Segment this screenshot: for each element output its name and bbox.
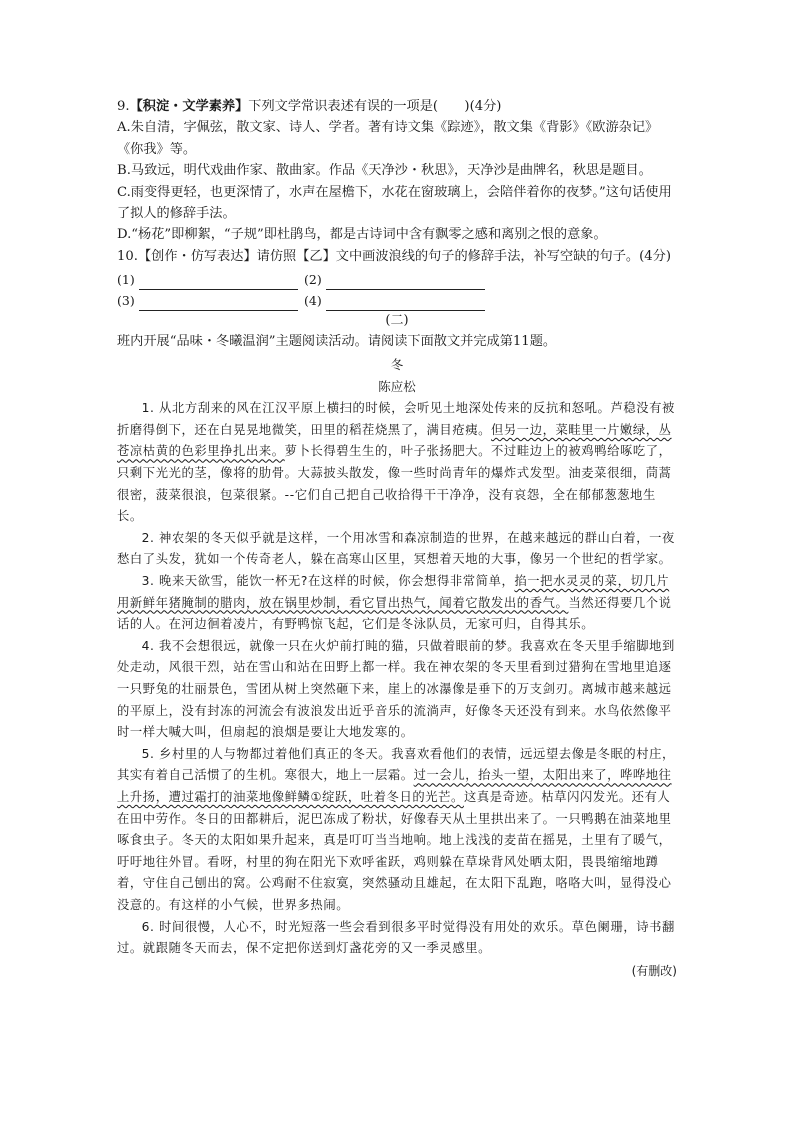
paragraph-text: 当然还得要几个说话的人。在河边徊着凌片，有野鸭惊飞起，它们是冬泳队员，无家可归，自得其乐。 <box>117 595 672 632</box>
answer-blanks <box>117 269 677 311</box>
blank-line-4[interactable] <box>326 295 485 311</box>
question-9-option-b: B.马致远，明代戏曲作家、散曲家。作品《天净沙・秋思》，天净沙是曲牌名，秋思是题目。 <box>117 163 652 179</box>
question-10-stem <box>117 246 677 267</box>
question-9-text: 下列文学常识表述有误的一项是( )(4分) <box>248 99 502 114</box>
blank-line-2[interactable] <box>326 274 485 290</box>
blank-line-3[interactable] <box>139 295 298 311</box>
paragraph-number: 3. <box>141 574 155 588</box>
paragraph-text: 萝卜长得碧生生的，叶子张扬肥大。不过畦边上的被鸡鸭给啄吃了，只剩下光光的茎，像将的肋骨。大蒜披头散发，像一些时尚青年的爆炸式发型。油麦菜很细，茼蒿很密，菠菜很浪，包菜很紧。--它们自己把自己收拾得干干净净，没有哀怨，全在郁郁葱葱地生长。 <box>117 444 672 524</box>
question-9-option-d: D.“杨花”即柳絮，“子规”即杜鹃鸟，都是古诗词中含有飘零之感和离别之恨的意象。 <box>117 227 607 243</box>
question-10-number: 10. <box>117 248 138 264</box>
paragraph-text: 从北方刮来的风在江汉平原上横扫的时候，会听见土地深处传来的反抗和怒吼。芦稳没有被折磨得倒下，还在白晃晃地微笑，田里的稻茬烧黑了，满目疮痍。 <box>117 401 675 437</box>
paragraph-number: 2. <box>141 530 155 545</box>
essay-paragraph-5 <box>117 744 677 917</box>
paragraph-text: 神农架的冬天似乎就是这样，一个用冰雪和森凉制造的世界，在越来越远的群山白着，一夜愁白了头发，犹如一个传奇老人，躲在高寒山区里，冥想着天地的大事，像另一个世纪的哲学家。 <box>117 530 675 567</box>
paragraph-text: 这真是奇迹。枯草闪闪发光。还有人在田中劳作。冬日的田都耕后，泥巴冻成了粉状，好像春天从土里拱出来了。一只鸭鹅在油菜地里啄食虫子。冬天的太阳如果升起来，真是叮叮当当地响。地上浅浅的麦苗在摇晃，土里有了暖气，吁吁地往外冒。看呀，村里的狗在阳光下欢呼雀跃，鸡则躲在草垛背风处晒太阳，畏畏缩缩地蹲着，守住自己刨出的窝。公鸡耐不住寂寞，突然骚动且雄起，在太阳下乱跑，咯咯大叫，显得没心没意的。有这样的小气候，世界多热闹。 <box>117 789 672 912</box>
wavy-underlined-sentence: 过一会儿，抬头一望，太阳出来了，哗哗地往上升扬，遭过霜打的油菜地像鲜鳞①绽跃，吐着冬日的光芒。 <box>117 768 672 804</box>
essay-author: 陈应松 <box>378 379 416 395</box>
question-9-stem <box>117 96 677 117</box>
essay-paragraph-6 <box>117 917 677 960</box>
essay-paragraph-3 <box>117 571 677 636</box>
blank-label-3: (3) <box>117 293 135 309</box>
paragraph-text: 时间很慢，人心不，时光短落一些会看到很多平时觉得没有用处的欢乐。草色阑珊，诗书翻过。就跟随冬天而去，保不定把你送到灯盏花旁的又一季灵感里。 <box>117 919 675 956</box>
essay-title: 冬 <box>390 357 404 373</box>
paragraph-text: 晚来天欲雪，能饮一杯无?在这样的时候，你会想得非常简单， <box>159 574 515 588</box>
essay-paragraph-4 <box>117 636 677 744</box>
blank-label-4: (4) <box>304 293 322 309</box>
question-10-tag: 【创作・仿写表达】 <box>137 248 257 264</box>
blank-line-1[interactable] <box>139 274 298 290</box>
question-9-option-c: C.雨变得更轻，也更深情了，水声在屋檐下，水花在窗玻璃上，会陪伴着你的夜梦。”这句话使用了拟人的修辞手法。 <box>117 184 672 222</box>
essay-paragraph-1 <box>117 398 677 528</box>
paragraph-number: 5. <box>141 746 155 761</box>
section-heading: (二) <box>385 313 409 329</box>
paragraph-number: 6. <box>141 919 155 934</box>
paragraph-number: 4. <box>141 638 155 653</box>
essay-paragraph-2 <box>117 528 677 571</box>
blank-label-1: (1) <box>117 272 135 288</box>
source-note: (有删改) <box>631 963 677 978</box>
paragraph-text: 乡村里的人与物都过着他们真正的冬天。我喜欢看他们的表情，远远望去像是冬眠的村庄，其实有着自己活惯了的生机。寒很大，地上一层霜。 <box>117 746 675 783</box>
document-page <box>117 96 677 982</box>
question-10-text: 请仿照【乙】文中画波浪线的句子的修辞手法，补写空缺的句子。(4分) <box>256 248 671 264</box>
question-9-tag: 【积淀・文学素养】 <box>129 99 249 114</box>
section-intro: 班内开展“品味・冬曦温润”主题阅读活动。请阅读下面散文并完成第11题。 <box>117 334 557 350</box>
wavy-underlined-sentence: 掐一把水灵灵的菜，切几片用新鲜年猪腌制的腊肉，放在锅里炒制，看它冒出热气，闻着它散发出的香气。 <box>117 574 670 610</box>
question-9-option-a: A.朱自清，字佩弦，散文家、诗人、学者。著有诗文集《踪迹》，散文集《背影》《欧游杂记》《你我》等。 <box>117 120 659 157</box>
blank-label-2: (2) <box>304 272 322 288</box>
wavy-underlined-sentence: 但另一边，菜畦里一片嫩绿，丛苍凉枯黄的色彩里挣扎出来。 <box>117 422 672 459</box>
question-9-number: 9. <box>117 99 130 114</box>
paragraph-text: 我不会想很远，就像一只在火炉前打盹的猫，只做着眼前的梦。我喜欢在冬天里手缩脚地到处走动，风很干烈，站在雪山和站在田野上都一样。我在神农架的冬天里看到过猎狗在雪地里追逐一只野兔的壮丽景色，雪团从树上突然砸下来，崖上的冰瀑像是垂下的万支剑刃。离城市越来越远的平原上，没有封冻的河流会有波浪发出近乎音乐的流淌声，好像冬天还没有到来。水鸟依然像平时一样大喊大叫，但扇起的浪烟是要让大地发寒的。 <box>117 638 675 740</box>
paragraph-number: 1. <box>141 401 155 416</box>
